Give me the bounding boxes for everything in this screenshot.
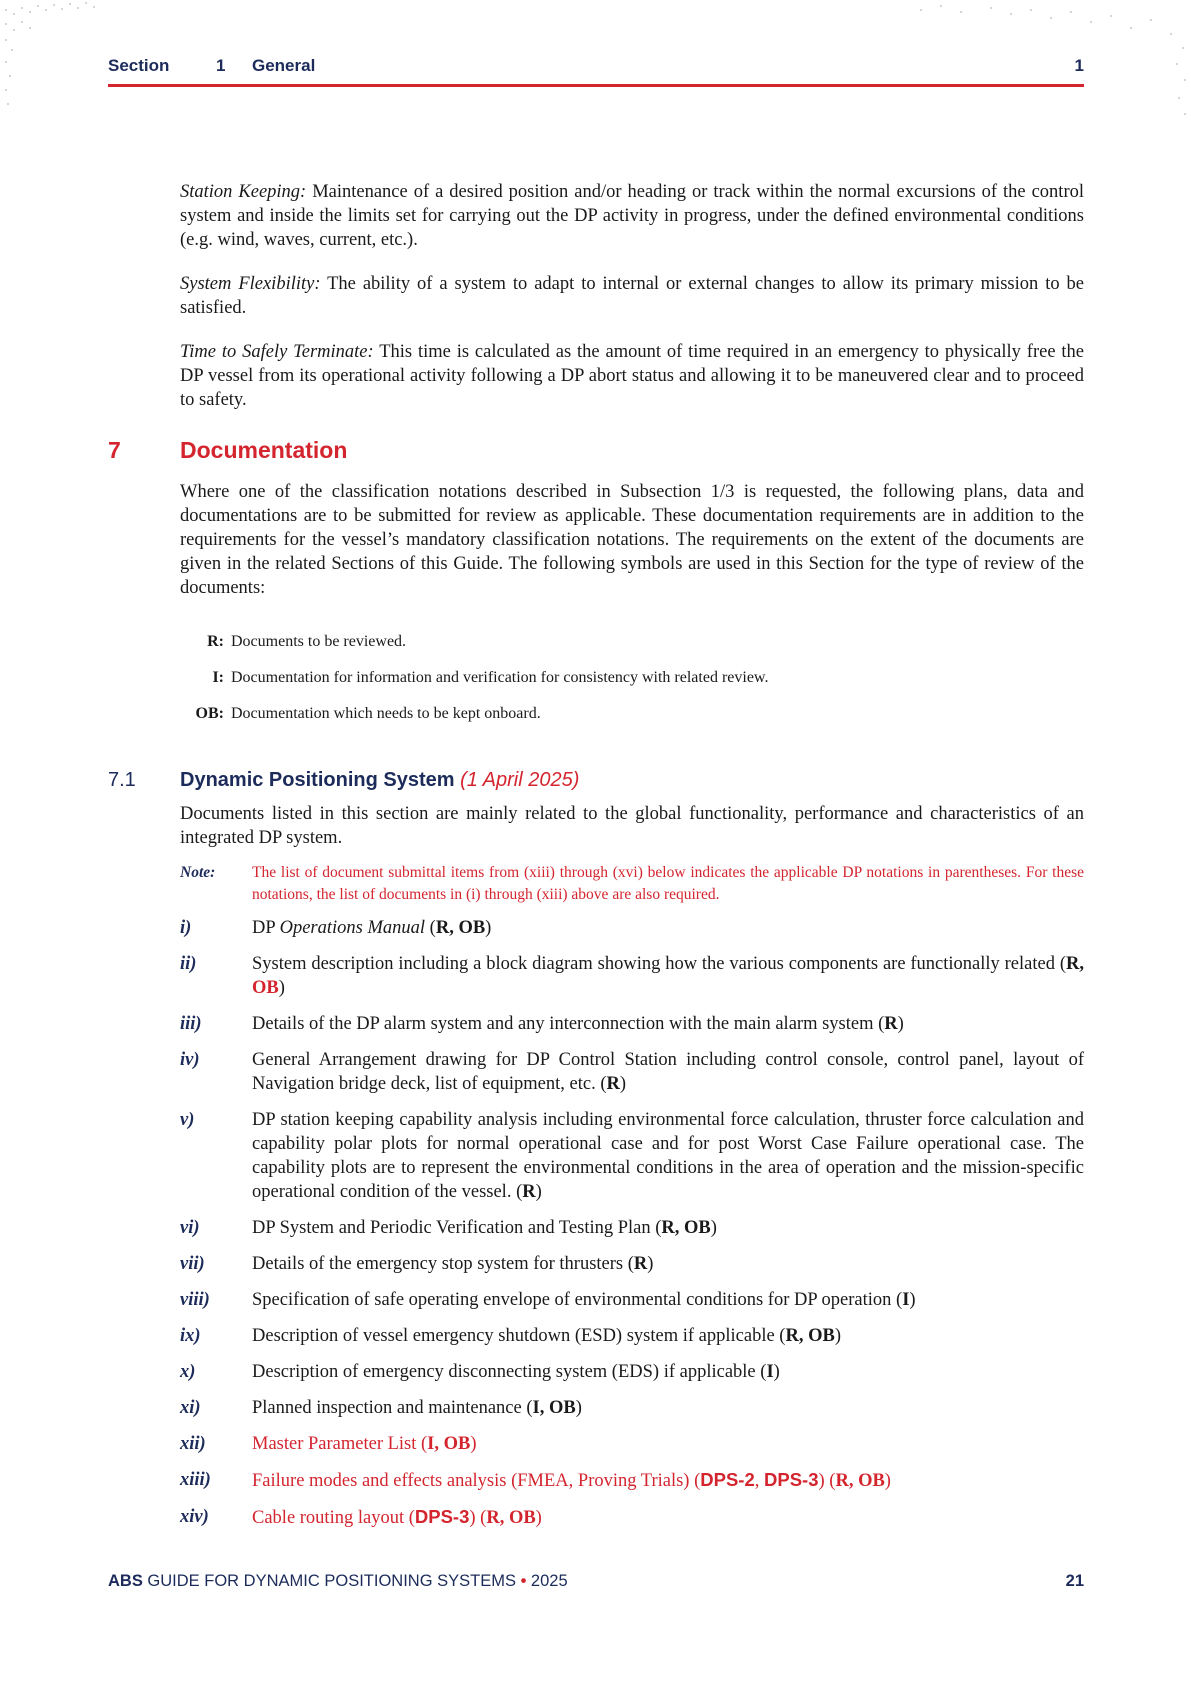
item-text-segment: DP System and Periodic Verification and Testing Plan (	[252, 1218, 662, 1238]
header-section-title: General	[252, 56, 316, 75]
list-item	[180, 1468, 1084, 1493]
item-text	[252, 1324, 1084, 1348]
list-item	[180, 1432, 1084, 1456]
definition-system-flexibility	[180, 272, 1084, 320]
item-notation: DPS-2	[700, 1469, 755, 1490]
item-review-code: R, OB	[486, 1508, 536, 1528]
item-review-code: I, OB	[532, 1398, 576, 1418]
page-footer	[108, 1572, 1084, 1596]
item-notation: DPS-3	[764, 1469, 819, 1490]
item-review-code: R, OB	[785, 1326, 835, 1346]
symbol-row	[184, 702, 1084, 738]
item-number: v)	[180, 1110, 195, 1130]
header-section-number: 1	[216, 56, 226, 75]
item-text-segment: )	[575, 1398, 582, 1418]
subsection-date-close: )	[572, 769, 580, 791]
definition-text: The ability of a system to adapt to internal or external changes to allow its primary mission to be satisfied.	[180, 274, 1084, 318]
definition-term: Time to Safely Terminate:	[180, 342, 374, 362]
item-number: viii)	[180, 1290, 210, 1310]
item-text-segment: Description of emergency disconnecting system (EDS) if applicable (	[252, 1362, 767, 1382]
item-text	[252, 1216, 1084, 1240]
list-item	[180, 1505, 1084, 1530]
subsection-title: Dynamic Positioning System	[180, 769, 455, 791]
item-review-code-updated: OB	[252, 978, 279, 998]
item-text-segment: Failure modes and effects analysis (FMEA, Proving Trials) (	[252, 1471, 701, 1491]
item-text	[252, 1252, 1084, 1276]
item-text-segment: )	[647, 1254, 654, 1274]
item-review-code: R, OB	[435, 918, 486, 938]
list-item	[180, 1012, 1084, 1036]
item-number: vi)	[180, 1218, 200, 1238]
item-text-segment: )	[485, 918, 492, 938]
item-text-segment: Details of the emergency stop system for thrusters (	[252, 1254, 634, 1274]
list-item	[180, 1324, 1084, 1348]
list-item	[180, 1360, 1084, 1384]
item-text-segment: Description of vessel emergency shutdown (ESD) system if applicable (	[252, 1326, 786, 1346]
item-text	[252, 1288, 1084, 1312]
item-number: xi)	[180, 1398, 201, 1418]
item-text-segment: )	[834, 1326, 841, 1346]
item-number: xii)	[180, 1434, 206, 1454]
list-item	[180, 916, 1084, 940]
section-number: 7	[108, 437, 121, 463]
item-number: i)	[180, 918, 192, 938]
item-review-code: R	[522, 1182, 536, 1202]
section-title: Documentation	[180, 437, 348, 463]
item-number: x)	[180, 1362, 196, 1382]
item-number: xiv)	[180, 1507, 209, 1527]
item-number: xiii)	[180, 1470, 211, 1490]
list-item	[180, 1216, 1084, 1240]
list-item	[180, 1396, 1084, 1420]
item-text	[252, 1396, 1084, 1420]
definition-text: This time is calculated as the amount of time required in an emergency to physically free the DP vessel from its operational activity following a DP abort status and allowing it to be maneuvered clear and to proceed to safety.	[180, 342, 1084, 410]
footer-separator: •	[520, 1572, 527, 1590]
note-label: Note:	[180, 864, 216, 881]
item-number: iv)	[180, 1050, 200, 1070]
item-review-code: R,	[1066, 954, 1084, 974]
footer-brand: ABS	[108, 1572, 143, 1590]
definition-station-keeping	[180, 180, 1084, 252]
item-text	[252, 1012, 1084, 1036]
page-header	[108, 54, 1084, 87]
symbol-key: I:	[212, 669, 224, 686]
definition-time-to-terminate	[180, 340, 1084, 412]
header-section-label: Section	[108, 56, 170, 75]
section-7-heading	[108, 437, 1084, 466]
item-review-code: R	[606, 1074, 620, 1094]
item-review-code: I	[902, 1290, 910, 1310]
item-text-segment: DP	[252, 918, 280, 938]
item-text-segment: Details of the DP alarm system and any interconnection with the main alarm system (	[252, 1014, 885, 1034]
subsection-date: (1 April 2025	[460, 769, 573, 791]
item-review-code: R, OB	[661, 1218, 711, 1238]
symbol-row	[184, 666, 1084, 702]
item-doc-title: Operations Manual	[279, 918, 426, 938]
item-review-code: R	[884, 1014, 898, 1034]
symbol-text: Documentation which needs to be kept onboard.	[231, 705, 541, 722]
item-review-code: I	[766, 1362, 774, 1382]
subsection-7-1-intro: Documents listed in this section are mainly related to the global functionality, performance and characteristics of an integrated DP system.	[180, 804, 1084, 848]
symbol-text: Documentation for information and verification for consistency with related review.	[231, 669, 769, 686]
symbol-text: Documents to be reviewed.	[231, 633, 407, 650]
item-text	[252, 1468, 1084, 1493]
item-text-segment: System description including a block diagram showing how the various components are functionally related (	[252, 954, 1066, 974]
note-block	[180, 862, 1084, 906]
page-body	[108, 180, 1085, 1542]
item-text	[252, 1108, 1084, 1204]
item-text	[252, 1432, 1084, 1456]
definition-text: Maintenance of a desired position and/or heading or track within the normal excursions of the control system and inside the limits set for carrying out the DP activity in progress, under the defined environmental conditions (e.g. wind, waves, current, etc.).	[180, 182, 1085, 250]
review-symbols-table	[184, 630, 1084, 738]
list-item	[180, 1108, 1084, 1204]
list-item	[180, 1048, 1084, 1096]
item-review-code: I, OB	[427, 1434, 471, 1454]
list-item	[180, 952, 1084, 1000]
item-text	[252, 1048, 1084, 1096]
item-text-segment: )	[535, 1182, 542, 1202]
item-text-segment: DP station keeping capability analysis including environmental force calculation, thruster force calculation and capability polar plots for normal operational case and for post Worst Case Failure operational case. The capability plots are to represent the environmental conditions in the area of operation and the mission-specific operational condition of the vessel. (	[252, 1110, 1084, 1202]
item-text-segment: Planned inspection and maintenance (	[252, 1398, 533, 1418]
definition-term: System Flexibility:	[180, 274, 321, 294]
item-notation: DPS-3	[414, 1506, 470, 1527]
item-text	[252, 916, 1084, 940]
section-7-intro: Where one of the classification notations described in Subsection 1/3 is requested, the following plans, data and documentations are to be submitted for review as applicable. These documentation requirements are in addition to the requirements for the vessel’s mandatory classification notations. The requirements on the extent of the documents are given in the related Sections of this Guide. The following symbols are used in this Section for the type of review of the documents:	[180, 482, 1084, 598]
item-text	[252, 952, 1084, 1000]
item-number: iii)	[180, 1014, 202, 1034]
item-number: vii)	[180, 1254, 205, 1274]
item-text-segment: ) (	[469, 1508, 487, 1528]
item-review-code: R	[633, 1254, 648, 1274]
item-text-segment: )	[710, 1218, 717, 1238]
item-text-segment: )	[773, 1362, 780, 1382]
item-text-segment: Master Parameter List (	[252, 1434, 428, 1454]
footer-title: GUIDE FOR DYNAMIC POSITIONING SYSTEMS	[142, 1572, 521, 1590]
subsection-number: 7.1	[108, 769, 136, 791]
item-text-segment: Specification of safe operating envelope of environmental conditions for DP operation (	[252, 1290, 903, 1310]
item-text-segment: )	[884, 1471, 891, 1491]
item-text-segment: )	[619, 1074, 627, 1094]
list-item	[180, 1252, 1084, 1276]
item-text	[252, 1505, 1084, 1530]
item-text-segment: General Arrangement drawing for DP Control Station including control console, control panel, layout of Navigation bridge deck, list of equipment, etc. (	[252, 1050, 1084, 1094]
item-number: ix)	[180, 1326, 201, 1346]
symbol-key: OB:	[195, 705, 224, 722]
item-text-segment: (	[425, 918, 436, 938]
footer-year: 2025	[526, 1572, 568, 1590]
item-text-segment: ,	[754, 1471, 764, 1491]
item-review-code: R, OB	[835, 1471, 885, 1491]
item-text-segment: )	[897, 1014, 904, 1034]
header-page-marker: 1	[1074, 56, 1084, 75]
item-text-segment: )	[909, 1290, 916, 1310]
note-text: The list of document submittal items from (xiii) through (xvi) below indicates the applicable DP notations in parentheses. For these notations, the list of documents in (i) through (xiii) above are also required.	[252, 864, 1084, 903]
item-text	[252, 1360, 1084, 1384]
symbol-key: R:	[207, 633, 224, 650]
list-item	[180, 1288, 1084, 1312]
item-text-segment: )	[470, 1434, 477, 1454]
item-text-segment: )	[278, 978, 285, 998]
footer-page-number: 21	[1065, 1572, 1084, 1590]
item-text-segment: ) (	[818, 1471, 836, 1491]
item-text-segment: )	[535, 1508, 542, 1528]
symbol-row	[184, 630, 1084, 666]
subsection-7-1-heading	[108, 768, 1084, 794]
item-number: ii)	[180, 954, 197, 974]
definition-term: Station Keeping:	[180, 182, 307, 202]
item-text-segment: Cable routing layout (	[252, 1508, 415, 1528]
